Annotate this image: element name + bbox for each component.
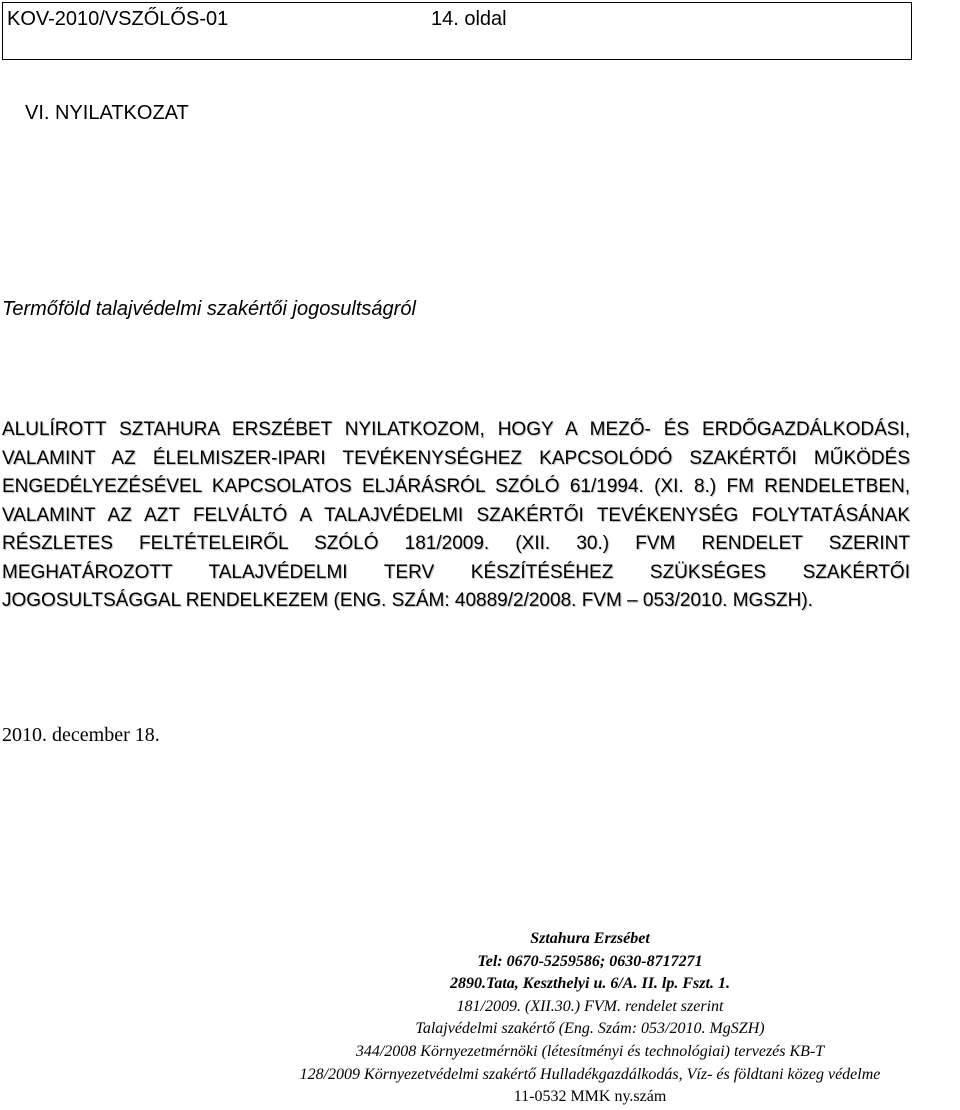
header-box xyxy=(2,2,912,60)
declaration-text: ALULÍROTT SZTAHURA ERSZÉBET NYILATKOZOM, HOGY A MEZŐ- ÉS ERDŐGAZDÁLKODÁSI, VALAMINT AZ ÉLELMISZER-IPARI TEVÉKENYSÉGHEZ KAPCSOLÓDÓ SZAKÉRTŐI MŰKÖDÉS ENGEDÉLYEZÉSÉVEL KAPCSOLATOS ELJÁRÁSRÓL SZÓLÓ 61/1994. (XI. 8.) FM RENDELETBEN, VALAMINT AZ AZT FELVÁLTÓ A TALAJVÉDELMI SZAKÉRTŐI TEVÉKENYSÉG FOLYTATÁSÁNAK RÉSZLETES FELTÉTELEIRŐL SZÓLÓ 181/2009. (XII. 30.) FVM RENDELET SZERINT MEGHATÁROZOTT TALAJVÉDELMI TERV KÉSZÍTÉSÉHEZ SZÜKSÉGES SZAKÉRTŐI JOGOSULTSÁGGAL RENDELKEZEM (ENG. SZÁM: 40889/2/2008. FVM – 053/2010. MGSZH). xyxy=(2,419,910,611)
signature-name: Sztahura Erzsébet xyxy=(530,930,650,947)
signature-designer: 344/2008 Környezetmérnöki (létesítményi és technológiai) tervezés KB-T xyxy=(355,1042,825,1060)
date: 2010. december 18. xyxy=(2,724,160,746)
section-title: VI. NYILATKOZAT xyxy=(25,102,189,124)
signature-phone: Tel: 0670-5259586; 0630-8717271 xyxy=(477,952,703,970)
document-code: KOV-2010/VSZŐLŐS-01 xyxy=(7,8,229,30)
signature-block xyxy=(220,928,960,1109)
signature-env-expert: 128/2009 Környezetvédelmi szakértő Hulladékgazdálkodás, Víz- és földtani közeg védelme xyxy=(299,1065,881,1083)
signature-expert: Talajvédelmi szakértő (Eng. Szám: 053/2010. MgSZH) xyxy=(415,1020,765,1038)
subject-title: Termőföld talajvédelmi szakértői jogosultságról xyxy=(2,298,416,320)
signature-mmk: 11-0532 MMK ny.szám xyxy=(513,1088,667,1106)
page-number: 14. oldal xyxy=(431,8,507,30)
signature-regulation: 181/2009. (XII.30.) FVM. rendelet szerint xyxy=(456,997,724,1015)
signature-address: 2890.Tata, Keszthelyi u. 6/A. II. lp. Fszt. 1. xyxy=(450,975,730,993)
